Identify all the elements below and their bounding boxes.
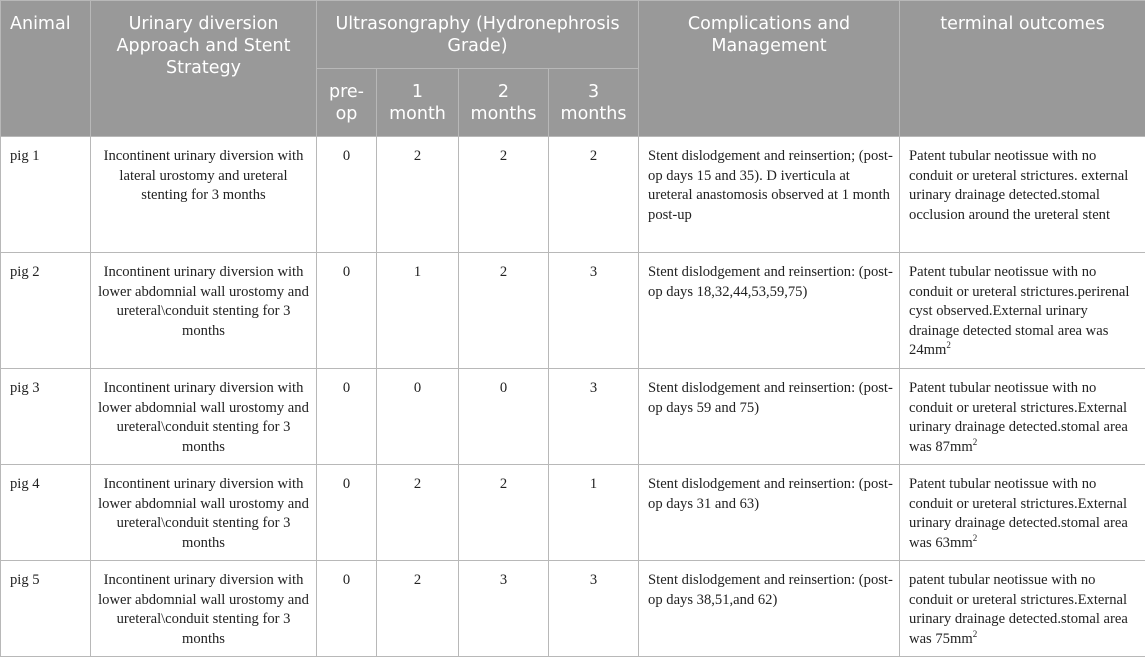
table-row bbox=[1, 465, 1145, 561]
header-animal: Animal bbox=[1, 1, 91, 137]
cell-outcome bbox=[900, 253, 1145, 369]
cell-2-months: 0 bbox=[459, 369, 549, 465]
cell-preop: 0 bbox=[317, 369, 377, 465]
cell-animal: pig 3 bbox=[1, 369, 91, 465]
table-row bbox=[1, 253, 1145, 369]
cell-complications: Stent dislodgement and reinsertion: (post-op days 38,51,and 62) bbox=[639, 561, 900, 657]
cell-complications: Stent dislodgement and reinsertion: (post-op days 18,32,44,53,59,75) bbox=[639, 253, 900, 369]
cell-outcome bbox=[900, 137, 1145, 253]
cell-approach: Incontinent urinary diversion with lateral urostomy and ureteral stenting for 3 months bbox=[91, 137, 317, 253]
cell-3-months: 3 bbox=[549, 369, 639, 465]
cell-1-month: 0 bbox=[377, 369, 459, 465]
cell-outcome bbox=[900, 561, 1145, 657]
header-2-months: 2 months bbox=[459, 69, 549, 137]
cell-outcome bbox=[900, 369, 1145, 465]
header-complications: Complications and Management bbox=[639, 1, 900, 137]
cell-1-month: 2 bbox=[377, 465, 459, 561]
cell-preop: 0 bbox=[317, 465, 377, 561]
cell-1-month: 1 bbox=[377, 253, 459, 369]
header-3-months: 3 months bbox=[549, 69, 639, 137]
cell-animal: pig 2 bbox=[1, 253, 91, 369]
cell-2-months: 2 bbox=[459, 137, 549, 253]
cell-approach: Incontinent urinary diversion with lower abdomnial wall urostomy and ureteral\conduit stenting for 3 months bbox=[91, 253, 317, 369]
cell-animal: pig 5 bbox=[1, 561, 91, 657]
cell-3-months: 3 bbox=[549, 561, 639, 657]
cell-1-month: 2 bbox=[377, 561, 459, 657]
outcome-text: Patent tubular neotissue with no conduit or ureteral strictures.perirenal cyst observed.External urinary drainage detected stomal area was 24mm bbox=[909, 264, 1129, 358]
header-ultrasonography: Ultrasongraphy (Hydronephrosis Grade) bbox=[317, 1, 639, 69]
cell-complications: Stent dislodgement and reinsertion: (post-op days 31 and 63) bbox=[639, 465, 900, 561]
cell-outcome bbox=[900, 465, 1145, 561]
cell-preop: 0 bbox=[317, 561, 377, 657]
outcome-text: Patent tubular neotissue with no conduit or ureteral strictures.External urinary drainage detected.stomal area was 87mm bbox=[909, 380, 1128, 455]
cell-approach: Incontinent urinary diversion with lower abdomnial wall urostomy and ureteral\conduit stenting for 3 months bbox=[91, 561, 317, 657]
table-row bbox=[1, 561, 1145, 657]
header-1-month: 1 month bbox=[377, 69, 459, 137]
outcome-text: Patent tubular neotissue with no conduit or ureteral strictures.External urinary drainage detected.stomal area was 63mm bbox=[909, 476, 1128, 551]
header-outcomes: terminal outcomes bbox=[900, 1, 1145, 137]
cell-1-month: 2 bbox=[377, 137, 459, 253]
outcome-text: Patent tubular neotissue with no conduit or ureteral strictures. external urinary drainage detected.stomal occlusion around the ureteral stent bbox=[909, 148, 1128, 223]
cell-animal: pig 4 bbox=[1, 465, 91, 561]
cell-2-months: 2 bbox=[459, 465, 549, 561]
cell-3-months: 1 bbox=[549, 465, 639, 561]
cell-complications: Stent dislodgement and reinsertion; (post-op days 15 and 35). D iverticula at ureteral anastomosis observed at 1 month post-up bbox=[639, 137, 900, 253]
outcome-superscript: 2 bbox=[973, 629, 978, 639]
outcome-superscript: 2 bbox=[973, 437, 978, 447]
cell-2-months: 2 bbox=[459, 253, 549, 369]
cell-approach: Incontinent urinary diversion with lower abdomnial wall urostomy and ureteral\conduit stenting for 3 months bbox=[91, 465, 317, 561]
header-approach: Urinary diversion Approach and Stent Strategy bbox=[91, 1, 317, 137]
cell-animal: pig 1 bbox=[1, 137, 91, 253]
cell-3-months: 3 bbox=[549, 253, 639, 369]
cell-2-months: 3 bbox=[459, 561, 549, 657]
cell-approach: Incontinent urinary diversion with lower abdomnial wall urostomy and ureteral\conduit stenting for 3 months bbox=[91, 369, 317, 465]
header-preop: pre-op bbox=[317, 69, 377, 137]
cell-3-months: 2 bbox=[549, 137, 639, 253]
table-body bbox=[1, 137, 1145, 657]
cell-complications: Stent dislodgement and reinsertion: (post-op days 59 and 75) bbox=[639, 369, 900, 465]
cell-preop: 0 bbox=[317, 253, 377, 369]
cell-preop: 0 bbox=[317, 137, 377, 253]
table-row bbox=[1, 137, 1145, 253]
outcome-superscript: 2 bbox=[946, 340, 951, 350]
table-row bbox=[1, 369, 1145, 465]
outcome-text: patent tubular neotissue with no conduit or ureteral strictures.External urinary drainage detected.stomal area was 75mm bbox=[909, 572, 1128, 647]
table-header bbox=[1, 1, 1145, 137]
outcome-superscript: 2 bbox=[973, 533, 978, 543]
